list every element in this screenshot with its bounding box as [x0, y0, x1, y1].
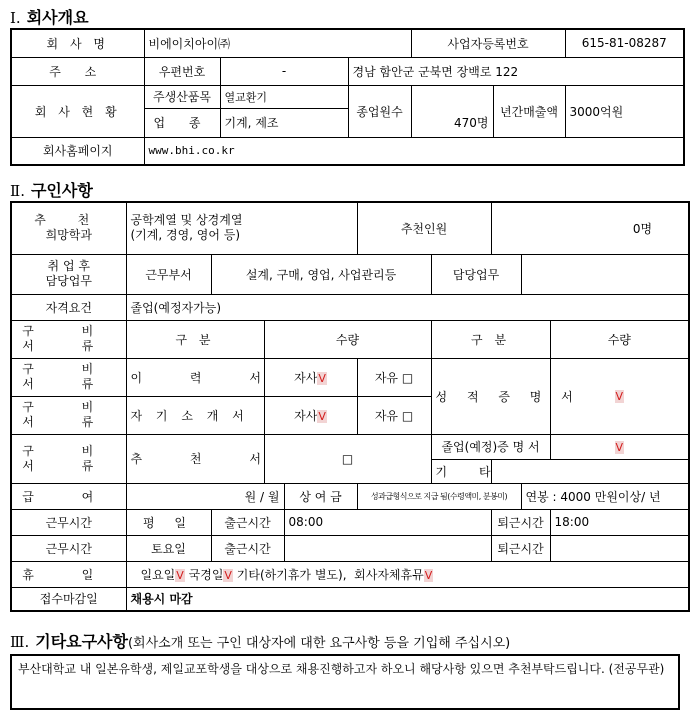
- saturday-label: 토요일: [126, 535, 211, 561]
- checkbox-empty: □: [401, 370, 414, 385]
- holiday-other: 기타(하기휴가 별도),: [236, 567, 347, 582]
- duty-label: 담당업무: [431, 254, 521, 294]
- holiday-sunday: 일요일: [140, 567, 176, 582]
- other-docs-value: [491, 459, 689, 483]
- work-dept-label: 근무부서: [126, 254, 211, 294]
- docs-label-line2: 서 류: [22, 415, 116, 429]
- category-header-left: 구 분: [126, 320, 264, 358]
- weekday-end-label: 퇴근시간: [491, 509, 550, 535]
- section3-subtitle: (회사소개 또는 구인 대상자에 대한 요구사항 등을 기입해 주십시오): [127, 636, 511, 651]
- annual-salary: 연봉 : 4000 만원이상/ 년: [521, 483, 689, 509]
- weekday-end-value: 18:00: [550, 509, 689, 535]
- section3-number: Ⅲ.: [10, 633, 30, 651]
- employees-cell: [348, 85, 493, 137]
- docs-label-line2: 서 류: [22, 377, 116, 391]
- free-form-text: 자유: [374, 370, 399, 385]
- revenue-label: 년간매출액: [493, 85, 565, 137]
- bonus-note: 성과급형식으로 지급 됨(수령액미, 분봉미): [357, 483, 521, 509]
- address-label: 주 소: [11, 57, 144, 85]
- docs-header-label-line1: 구 비: [22, 324, 116, 338]
- cover-own-form[interactable]: [264, 396, 357, 434]
- duty-value: [521, 254, 689, 294]
- other-docs-label: 기 타: [431, 459, 491, 483]
- section3-title: [10, 629, 510, 652]
- employees-label: 종업원수: [349, 86, 412, 137]
- saturday-start-value: [284, 535, 491, 561]
- docs-recommend-row-label: [11, 434, 126, 483]
- recommend-dept-label-line1: 추 천: [34, 213, 104, 228]
- deadline-value: 채용시 마감: [126, 587, 689, 611]
- docs-resume-row-label: [11, 358, 126, 396]
- recommend-letter-quantity[interactable]: □: [264, 434, 431, 483]
- docs-header-label-line2: 서 류: [22, 339, 116, 353]
- homepage-label: 회사홈페이지: [11, 137, 144, 165]
- address-value: 경남 함안군 군북면 장백로 122: [348, 57, 684, 85]
- docs-header-label: [11, 320, 126, 358]
- main-product-label: 주생산품목: [144, 85, 220, 108]
- section3-title-text: 기타요구사항: [35, 632, 128, 651]
- qualification-value: 졸업(예정자가능): [126, 294, 689, 320]
- check-mark: V: [615, 440, 624, 454]
- section2-title-text: 구인사항: [30, 181, 93, 200]
- check-mark: V: [224, 568, 232, 582]
- holiday-value: [126, 561, 689, 587]
- after-hire-label: [11, 254, 126, 294]
- salary-unit: 원 / 월: [126, 483, 284, 509]
- weekday-start-label: 출근시간: [211, 509, 284, 535]
- resume-free-form[interactable]: [357, 358, 431, 396]
- postal-label: 우편번호: [144, 57, 220, 85]
- quantity-header-left: 수량: [264, 320, 431, 358]
- saturday-start-label: 출근시간: [211, 535, 284, 561]
- section2-number: Ⅱ.: [10, 182, 25, 200]
- homepage-value[interactable]: www.bhi.co.kr: [144, 137, 684, 165]
- graduation-quantity[interactable]: [550, 434, 689, 459]
- weekday-start-value: 08:00: [284, 509, 491, 535]
- company-name-label: 회 사 명: [11, 29, 144, 57]
- section1-title: [10, 5, 89, 28]
- resume-label: 이 력 서: [126, 358, 264, 396]
- cover-free-form[interactable]: [357, 396, 431, 434]
- saturday-end-label: 퇴근시간: [491, 535, 550, 561]
- docs-label-line1: 구 비: [22, 362, 116, 376]
- category-header-right: 구 분: [431, 320, 550, 358]
- work-dept-value: 설계, 구매, 영업, 사업관리등: [211, 254, 431, 294]
- recommend-dept-line2: (기계, 경영, 영어 등): [130, 228, 241, 243]
- transcript-label: 성 적 증 명 서: [431, 358, 550, 434]
- checkbox-empty: □: [401, 408, 414, 423]
- company-name-value: 비에이치아이㈜: [144, 29, 411, 57]
- docs-label-line2: 서 류: [22, 458, 116, 473]
- weekday-label: 평 일: [126, 509, 211, 535]
- deadline-label: 접수마감일: [11, 587, 126, 611]
- employees-value: 470명: [454, 115, 489, 130]
- revenue-value: 3000억원: [565, 85, 684, 137]
- after-hire-label-line2: 담당업무: [45, 274, 92, 288]
- saturday-end-value: [550, 535, 689, 561]
- free-form-text: 자유: [374, 408, 399, 423]
- graduation-label: 졸업(예정)증 명 서: [431, 434, 550, 459]
- after-hire-label-line1: 취 업 후: [47, 259, 90, 273]
- docs-cover-row-label: [11, 396, 126, 434]
- salary-label: 급 여: [11, 483, 126, 509]
- recommend-letter-label: 추 천 서: [126, 434, 264, 483]
- biz-no-value: 615-81-08287: [565, 29, 684, 57]
- docs-label-line1: 구 비: [22, 443, 116, 458]
- company-status-label: 회 사 현 황: [11, 85, 144, 137]
- check-mark: V: [424, 568, 433, 582]
- recommend-count-label: 추천인원: [357, 202, 491, 254]
- section2-title: [10, 178, 93, 201]
- holiday-national: 국경일: [188, 567, 224, 582]
- recommend-dept-line1: 공학계열 및 상경계열: [130, 213, 243, 228]
- check-mark: V: [615, 390, 624, 403]
- job-requirements-table: [10, 201, 690, 612]
- holiday-label: 휴 일: [11, 561, 126, 587]
- recommend-dept-label: [11, 202, 126, 254]
- main-product-value: 열교환기: [220, 85, 348, 108]
- cover-letter-label: 자 기 소 개 서: [126, 396, 264, 434]
- saturday-work-hours-label: 근무시간: [11, 535, 126, 561]
- own-form-text: 자사: [294, 370, 318, 385]
- work-hours-label: 근무시간: [11, 509, 126, 535]
- section1-title-text: 회사개요: [26, 8, 89, 27]
- check-mark: V: [318, 409, 326, 423]
- own-form-text: 자사: [294, 408, 318, 423]
- industry-label: 업 종: [144, 108, 220, 137]
- holiday-company: 회사자체휴뮤: [354, 567, 424, 582]
- postal-value: -: [220, 57, 348, 85]
- qualification-label: 자격요건: [11, 294, 126, 320]
- check-mark: V: [176, 568, 184, 582]
- recommend-dept-label-line2: 희망학과: [45, 228, 92, 243]
- docs-label-line1: 구 비: [22, 400, 116, 414]
- check-mark: V: [318, 371, 326, 385]
- other-requirements-note: 부산대학교 내 일본유학생, 제일교포학생을 대상으로 채용진행하고자 하오니 해당사항 있으면 추천부탁드립니다. (전공무관): [10, 654, 680, 710]
- biz-no-label: 사업자등록번호: [411, 29, 565, 57]
- quantity-header-right: 수량: [550, 320, 689, 358]
- industry-value: 기계, 제조: [220, 108, 348, 137]
- recommend-count-value: 0명: [491, 202, 689, 254]
- bonus-label: 상 여 금: [284, 483, 357, 509]
- company-overview-table: [10, 28, 685, 166]
- recommend-dept-value: [126, 202, 357, 254]
- section1-number: Ⅰ.: [10, 9, 21, 27]
